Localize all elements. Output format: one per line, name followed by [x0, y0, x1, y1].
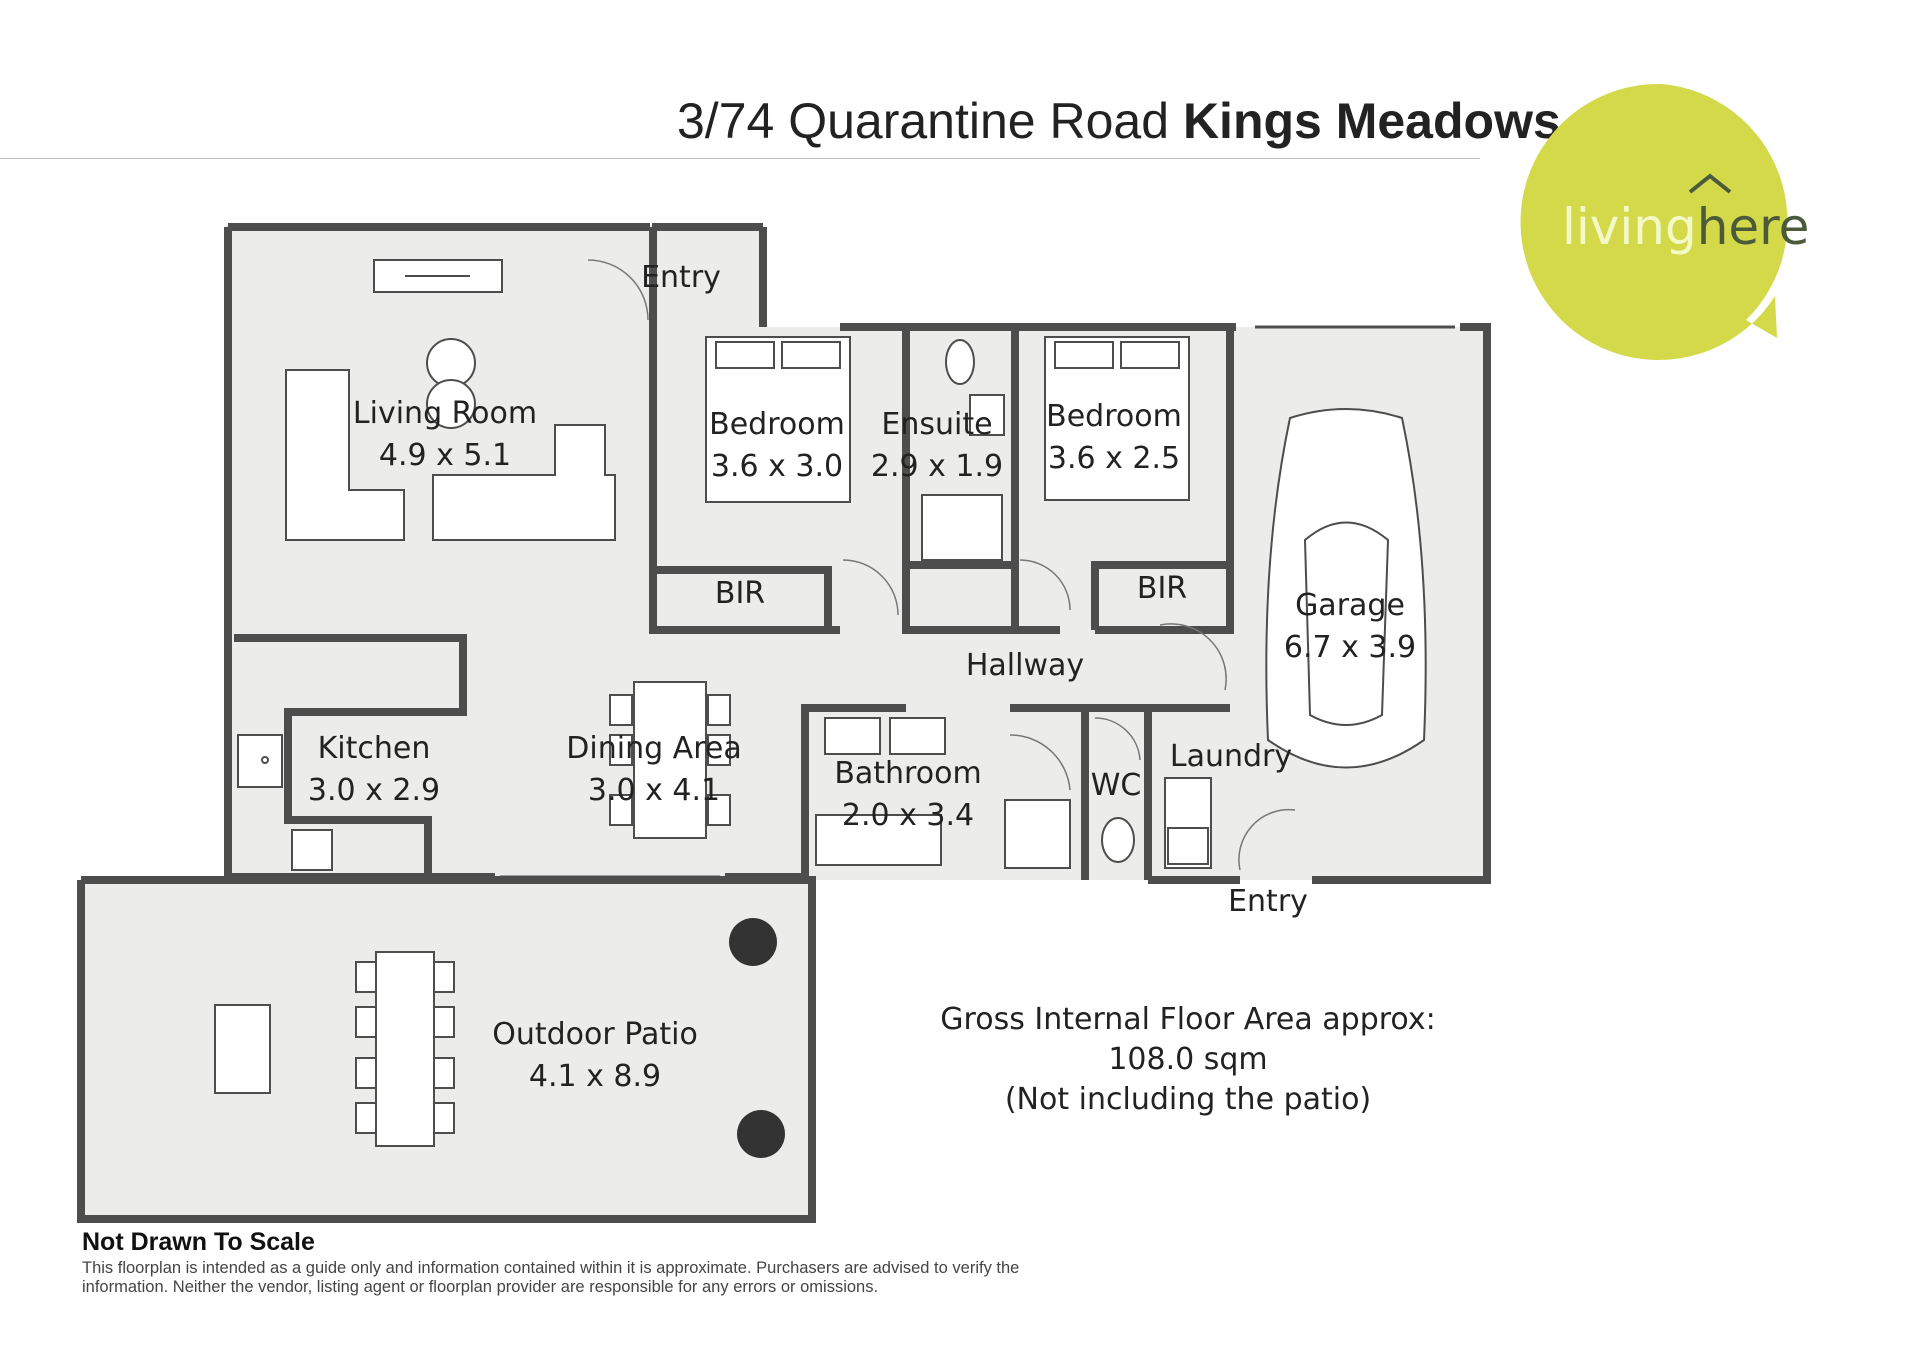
room-dims: 3.0 x 4.1	[587, 773, 721, 808]
room-label-patio	[492, 1014, 698, 1098]
room-label-garage	[1284, 585, 1416, 669]
room-name: Kitchen	[317, 731, 431, 766]
address-text: 3/74 Quarantine Road	[677, 93, 1170, 149]
room-label-bir-2	[1137, 568, 1187, 610]
room-label-bathroom	[834, 753, 981, 837]
room-name: Entry	[1228, 884, 1308, 919]
room-dims: 3.6 x 2.5	[1047, 441, 1181, 476]
room-label-bedroom-1	[709, 404, 845, 488]
room-label-entry-front	[641, 257, 721, 299]
room-label-dining	[566, 728, 741, 812]
room-name: Entry	[641, 260, 721, 295]
area-line-3: (Not including the patio)	[1004, 1082, 1372, 1117]
room-name: Bedroom	[1046, 399, 1182, 434]
room-name: BIR	[714, 576, 766, 611]
room-name: Bedroom	[709, 407, 845, 442]
room-label-bedroom-2	[1046, 396, 1182, 480]
room-label-bir-1	[715, 573, 765, 615]
room-name: BIR	[1136, 571, 1188, 606]
room-name: Hallway	[965, 648, 1085, 683]
room-dims: 2.9 x 1.9	[870, 449, 1004, 484]
room-label-entry-side	[1228, 881, 1308, 923]
area-line-2: 108.0 sqm	[1108, 1042, 1268, 1077]
room-label-laundry	[1170, 736, 1292, 778]
room-name: Living Room	[352, 396, 538, 431]
disclaimer-body: This floorplan is intended as a guide only and information contained within it is approximate. Purchasers are advised to verify the information. Neither the vendor, listing agent or floorplan provider are responsible for any errors or omissions.	[82, 1259, 1020, 1296]
floor-area-note	[940, 1000, 1435, 1120]
room-label-wc	[1091, 765, 1142, 807]
room-name: WC	[1090, 768, 1142, 803]
room-label-ensuite	[871, 404, 1003, 488]
room-dims: 2.0 x 3.4	[841, 798, 975, 833]
suburb-text: Kings Meadows	[1182, 93, 1561, 149]
room-name: Garage	[1295, 588, 1405, 623]
room-dims: 4.1 x 8.9	[528, 1059, 662, 1094]
room-dims: 3.0 x 2.9	[307, 773, 441, 808]
room-name: Laundry	[1169, 739, 1293, 774]
area-line-1: Gross Internal Floor Area approx:	[940, 1002, 1436, 1037]
room-label-living	[353, 393, 537, 477]
room-name: Bathroom	[834, 756, 982, 791]
room-label-kitchen	[308, 728, 440, 812]
room-dims: 4.9 x 5.1	[378, 438, 512, 473]
room-name: Ensuite	[881, 407, 993, 442]
logo-text-here: here	[1696, 198, 1810, 256]
room-label-hallway	[966, 645, 1084, 687]
room-dims: 6.7 x 3.9	[1283, 630, 1417, 665]
disclaimer-heading: Not Drawn To Scale	[82, 1228, 315, 1256]
logo-text-living: living	[1562, 198, 1697, 256]
room-name: Outdoor Patio	[492, 1017, 698, 1052]
room-name: Dining Area	[566, 731, 742, 766]
room-dims: 3.6 x 3.0	[710, 449, 844, 484]
